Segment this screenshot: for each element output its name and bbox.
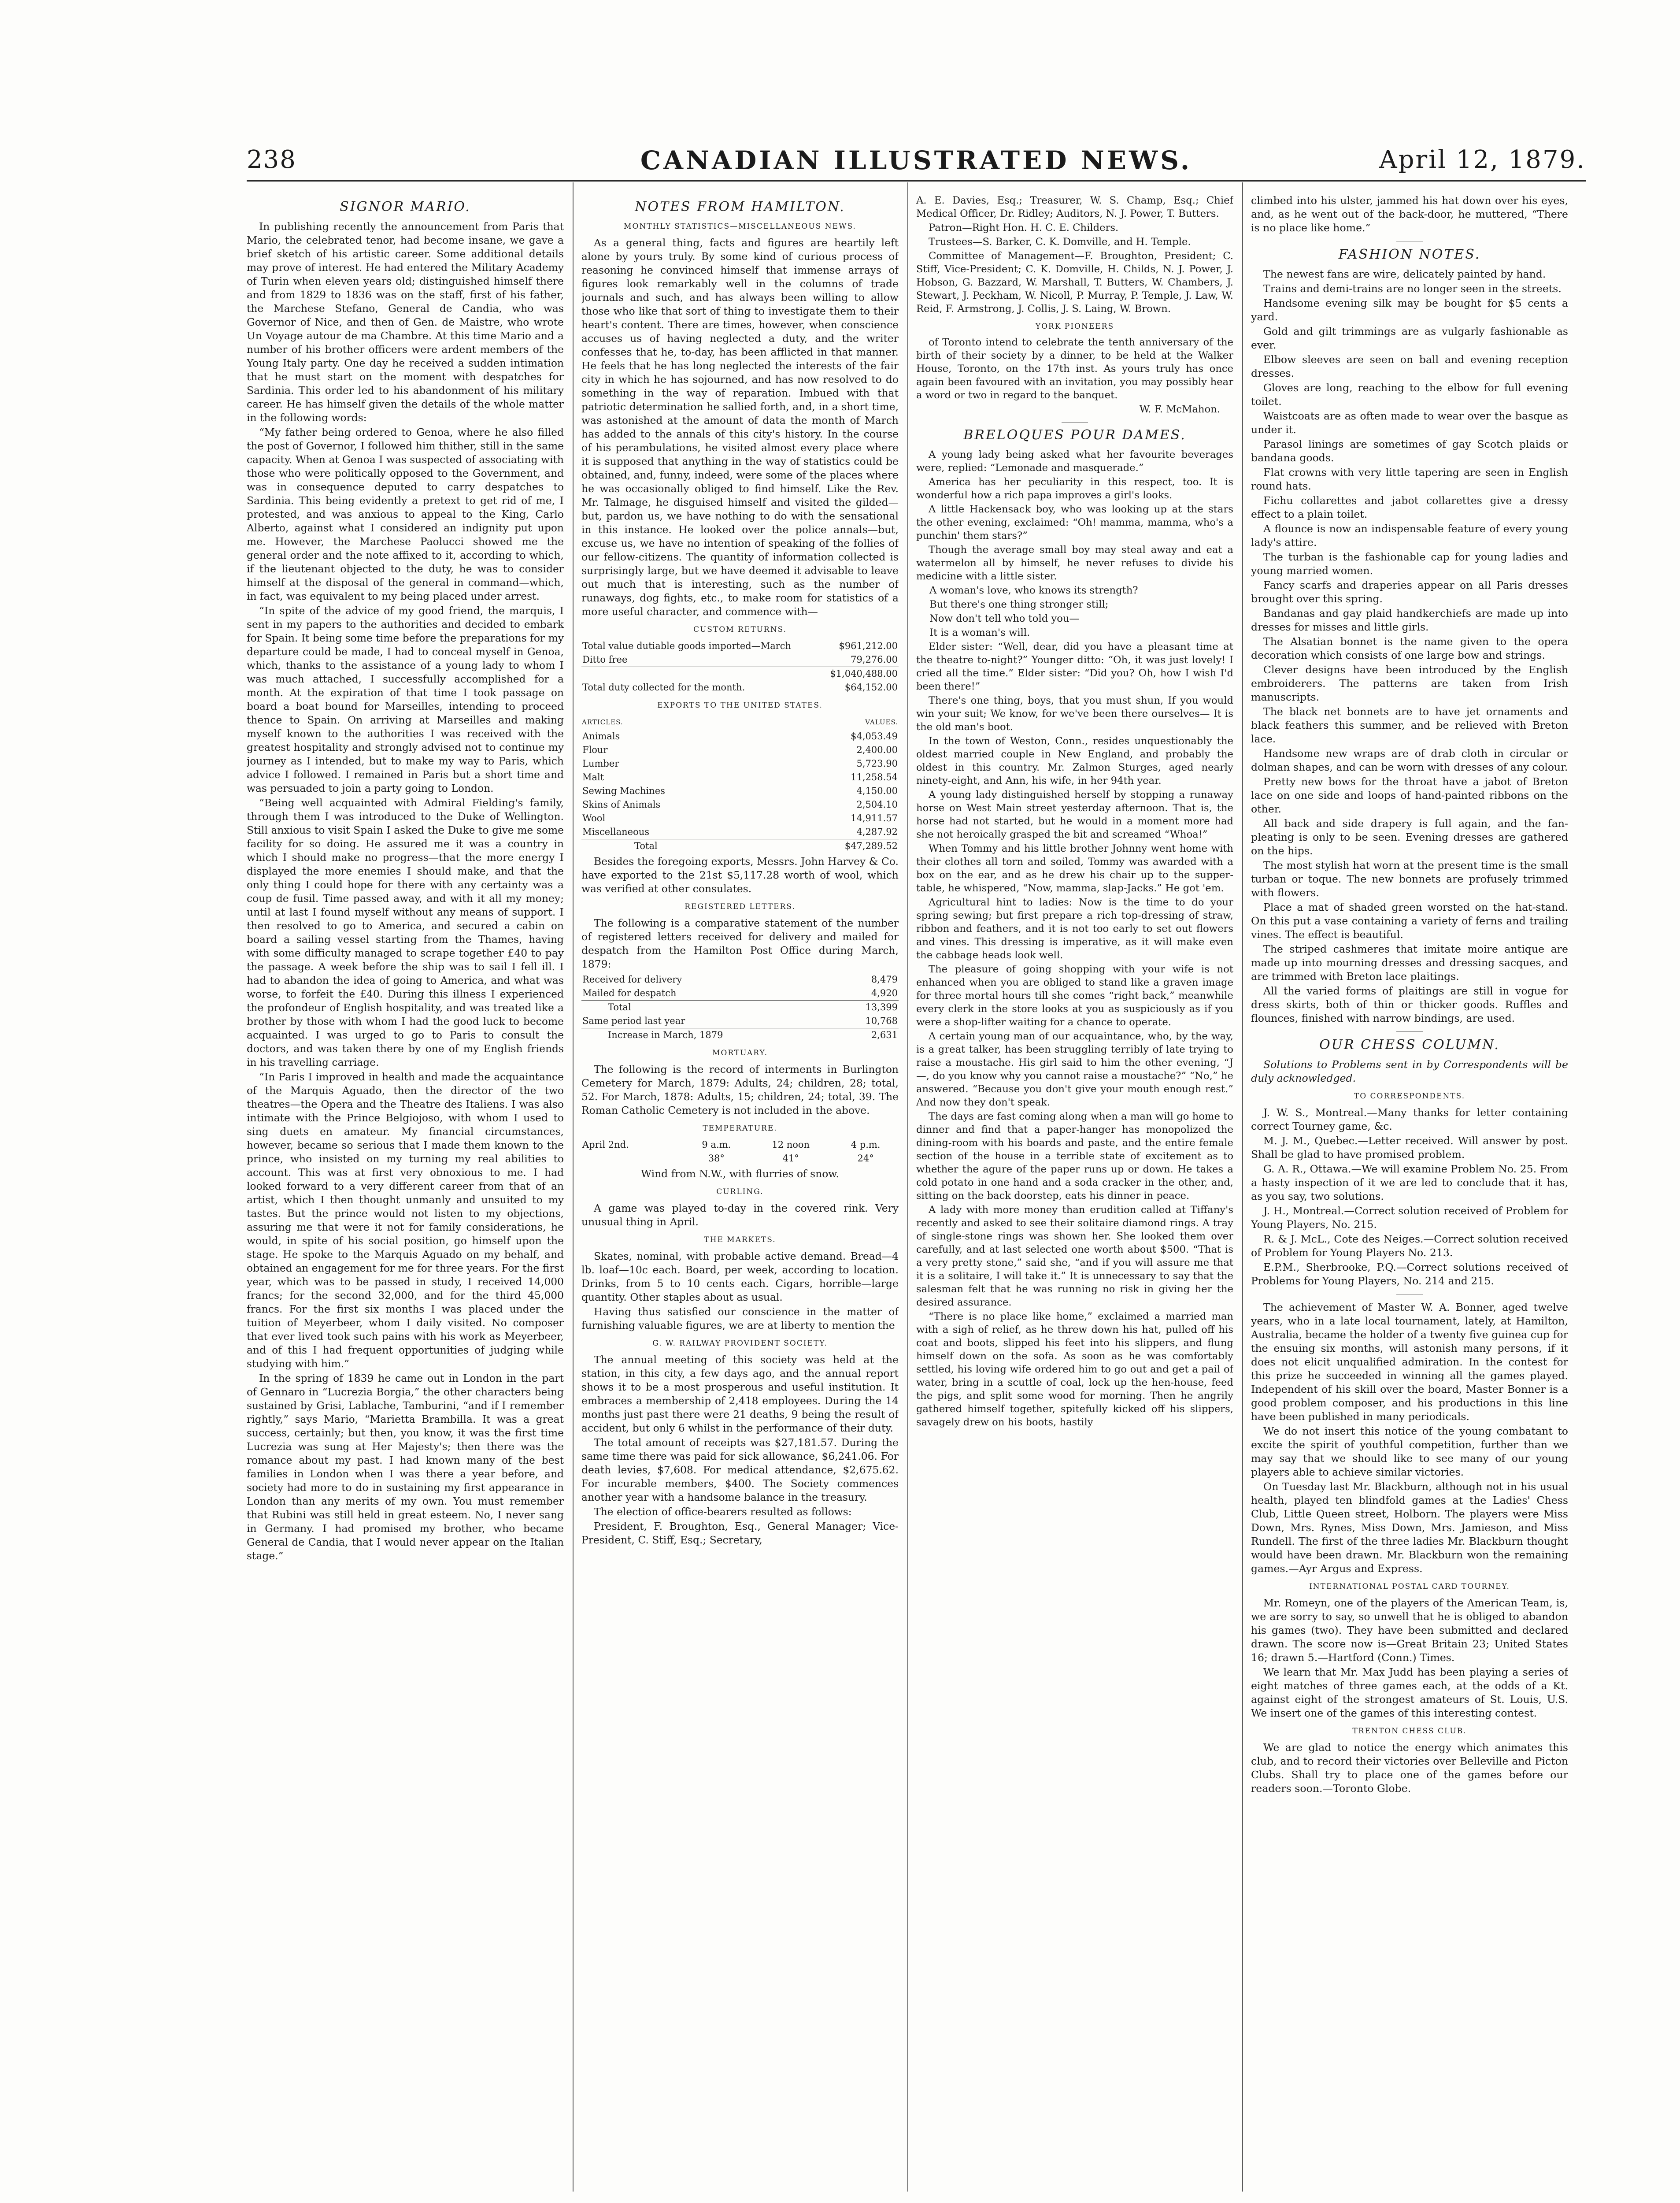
column-divider: [573, 182, 574, 2192]
paragraph: Though the average small boy may steal away and eat a watermelon all by himself, he never refuses to divide his medicine with a little sister.: [916, 544, 1233, 582]
paragraph: A certain young man of our acquaintance, who, by the way, is a great talker, has been struggling terribly of late trying to raise a moustache. His girl said to him the other evening, “J—, do you know why you cannot raise a moustache?” “No,” he answered. “Because you don't give your mouth enough rest.” And now they don't speak.: [916, 1031, 1233, 1108]
section-heading: CUSTOM RETURNS.: [693, 625, 787, 634]
section-heading: TEMPERATURE.: [703, 1124, 777, 1133]
table-row: [581, 1028, 899, 1042]
row-label: Malt: [582, 772, 604, 783]
table-row: [581, 1014, 899, 1028]
section-heading: YORK PIONEERS: [1035, 322, 1114, 331]
row-value: 14,911.57: [851, 813, 898, 823]
header-rule: [247, 180, 1586, 182]
paragraph: A game was played to-day in the covered rink. Very unusual thing in April.: [581, 1202, 899, 1228]
row-label: Mailed for despatch: [582, 988, 677, 998]
column-fashion-chess: [1251, 194, 1568, 2203]
table-row: [581, 667, 899, 681]
page-number: 238: [247, 145, 296, 174]
paragraph: President, F. Broughton, Esq., General Manager; Vice-President, C. Stiff, Esq.; Secretary,: [581, 1520, 899, 1546]
row-value: 13,399: [837, 1001, 899, 1015]
paragraph: Gloves are long, reaching to the elbow for full evening toilet.: [1251, 382, 1568, 408]
row-label: Received for delivery: [582, 974, 682, 985]
paragraph: All the varied forms of plaitings are still in vogue for dress skirts, both of thin or thicker goods. Ruffles and flounces, finished with narrow bindings, are used.: [1251, 985, 1568, 1024]
paragraph: In the spring of 1839 he came out in London in the part of Gennaro in “Lucrezia Borgia,” the other characters being sustained by Grisi, Lablache, Tamburini, “and if I remember rightly,” says Mario, “Marietta Brambilla. It was a great success, certainly; but then, you know, it was the first time Lucrezia was sung at Her Majesty's; then there was the romance about my past. I had known many of the best families in London when I was there a year before, and society had more to do in sustaining my first appearance in London than any merits of my own. You must remember that Rubini was still held in great esteem. No, I never sang in Germany. I had promised my brother, who became General de Candia, that I would never appear on the Italian stage.”: [247, 1372, 564, 1562]
paragraph: In the town of Weston, Conn., resides unquestionably the oldest married couple in New England, and probably the oldest in this country. Mr. Zalmon Sturges, aged nearly ninety-eight, and Ann, his wife, in her 94th year.: [916, 735, 1233, 786]
row-label: Total duty collected for the month.: [582, 682, 745, 693]
paragraph: of Toronto intend to celebrate the tenth anniversary of the birth of their society by a dinner, to be held at the Walker House, Toronto, on the 17th inst. As yours truly has once again been favoured with an invitation, you may possibly hear a word or two in regard to the banquet.: [916, 337, 1233, 401]
row-value: 38°: [708, 1153, 725, 1164]
row-value: $64,152.00: [844, 682, 898, 693]
table-row: [581, 681, 899, 694]
row-value: 11,258.54: [851, 772, 898, 783]
paragraph: G. A. R., Ottawa.—We will examine Problem No. 25. From a hasty inspection of it we are led to conclude that it has, as you say, two solutions.: [1251, 1163, 1568, 1202]
section-heading: THE MARKETS.: [704, 1235, 776, 1244]
paragraph: The days are fast coming along when a man will go home to dinner and find that a paper-hanger has monopolized the dining-room with his boards and paste, and the entire female section of the house in a terrible state of excitement as to whether the agure of the paper runs up or down. He takes a cold potato in one hand and a soda cracker in the other, and, sitting on the back doorstep, eats his dinner in peace.: [916, 1111, 1233, 1202]
article-title: NOTES FROM HAMILTON.: [635, 199, 845, 215]
table-row: [581, 825, 899, 839]
paragraph: Trustees—S. Barker, C. K. Domville, and H. Temple.: [929, 236, 1191, 248]
paragraph: Mr. Romeyn, one of the players of the American Team, is, we are sorry to say, so unwell that he is obliged to abandon his games (two). They have been submitted and declared drawn. The score now is—Great Britain 23; United States 16; drawn 5.—Hartford (Conn.) Times.: [1251, 1597, 1568, 1664]
row-label: Sewing Machines: [582, 786, 665, 796]
section-heading: MORTUARY.: [712, 1049, 768, 1057]
article-title: SIGNOR MARIO.: [340, 199, 471, 215]
paragraph: Clever designs have been introduced by the English embroiderers. The patterns are taken from Irish manuscripts.: [1251, 664, 1568, 703]
paragraph: Handsome new wraps are of drab cloth in circular or dolman shapes, and can be worn with dresses of any colour.: [1251, 747, 1568, 773]
paragraph: Solutions to Problems sent in by Correspondents will be duly acknowledged.: [1251, 1058, 1568, 1084]
paragraph: Pretty new bows for the throat have a jabot of Breton lace on one side and loops of hand-painted ribbons on the other.: [1251, 775, 1568, 815]
paragraph: A flounce is now an indispensable feature of every young lady's attire.: [1251, 523, 1568, 549]
paragraph: The achievement of Master W. A. Bonner, aged twelve years, who in a late local tournament, lately, at Hamilton, Australia, became the holder of a twenty five guinea cup for the ensuing six months, will astonish many persons, if it does not elicit unqualified admiration. In the contest for this prize he succeeded in winning all the games played. Independent of his skill over the board, Master Bonner is a good problem composer, and his productions in this line have been published in many periodicals.: [1251, 1301, 1568, 1423]
article-title: FASHION NOTES.: [1338, 247, 1481, 262]
row-value: 4,920: [871, 988, 898, 998]
verse-line: Now don't tell who told you—: [929, 613, 1080, 624]
section-heading: TRENTON CHESS CLUB.: [1352, 1727, 1467, 1736]
paragraph: As a general thing, facts and figures are heartily left alone by yours truly. By some kind of curious process of reasoning he convinced himself that immense arrays of figures look remarkably well in the columns of trade journals and such, and has always been willing to allow those who like that sort of thing to investigate them to their heart's content. There are times, however, when conscience accuses us of having neglected a duty, and the writer confesses that he, to-day, has been afflicted in that manner. He feels that he has long neglected the interests of the fair city in which he has sojourned, and has now resolved to do something in the way of reparation. Imbued with that patriotic determination he sallied forth, and, in a short time, was astonished at the amount of data the month of March has added to the annals of this city's history. In the course of his perambulations, he visited almost every place where it is supposed that anything in the way of statistics could be obtained, and, funny, indeed, were some of the places where he was occasionally obliged to find himself. Like the Rev. Mr. Talmage, he disguised himself and visited the gilded—but, pardon us, we have nothing to do with the sensational in this instance. He looked over the police annals—but, excuse us, we have no intention of speaking of the follies of our fellow-citizens. The quantity of information collected is surprisingly large, but we have deemed it advisable to leave out much that is interesting, such as the number of runaways, dog fights, etc., to make room for statistics of a more useful character, and commence with—: [581, 237, 899, 618]
paragraph: Fancy scarfs and draperies appear on all Paris dresses brought over this spring.: [1251, 579, 1568, 605]
verse-line: A woman's love, who knows its strength?: [929, 585, 1138, 596]
paragraph: We are glad to notice the energy which animates this club, and to record their victories over Belleville and Picton Clubs. Shall try to place one of the games before our readers soon.—Toronto Globe.: [1251, 1741, 1568, 1795]
paragraph: The turban is the fashionable cap for young ladies and young married women.: [1251, 551, 1568, 577]
temperature-table: [581, 1138, 899, 1165]
signature: W. F. McMahon.: [1139, 404, 1220, 415]
paragraph: Flat crowns with very little tapering are seen in English round hats.: [1251, 466, 1568, 492]
row-label: April 2nd.: [582, 1139, 629, 1150]
table-row: [581, 784, 899, 798]
paragraph: The following is the record of interments in Burlington Cemetery for March, 1879: Adults, 24; children, 28; total, 52. For March, 1878: Adults, 15; children, 24; total, 39. The Roman Catholic Cemetery is not included in the above.: [581, 1063, 899, 1116]
row-value: 4,150.00: [856, 786, 898, 796]
column-header: 12 noon: [772, 1139, 810, 1150]
row-value: 4,287.92: [856, 827, 898, 837]
paragraph: J. H., Montreal.—Correct solution received of Problem for Young Players, No. 215.: [1251, 1205, 1568, 1231]
column-divider: [1242, 182, 1243, 2192]
paragraph: Elder sister: “Well, dear, did you have a pleasant time at the theatre to-night?” Younger ditto: “Oh, it was just lovely! I cried all the time.” Elder sister: “Did you? Oh, how I wish I'd been there!”: [916, 641, 1233, 692]
divider: [1062, 422, 1088, 423]
column-divider: [907, 182, 908, 2192]
paragraph: J. W. S., Montreal.—Many thanks for letter containing correct Tourney game, &c.: [1251, 1106, 1568, 1132]
paragraph: M. J. M., Quebec.—Letter received. Will answer by post. Shall be glad to have promised problem.: [1251, 1135, 1568, 1161]
paragraph: A young lady being asked what her favourite beverages were, replied: “Lemonade and masquerade.”: [916, 449, 1233, 474]
paragraph: The pleasure of going shopping with your wife is not enhanced when you are obliged to stand like a graven image for three mortal hours till she comes “right back,” meanwhile every clerk in the store looks at you as suspiciously as if you were a shop-lifter waiting for a chance to operate.: [916, 964, 1233, 1028]
row-value: $47,289.52: [774, 839, 899, 853]
paragraph: Agricultural hint to ladies: Now is the time to do your spring sewing; but first prepare a rich top-dressing of straw, ribbon and feathers, and it is not too early to set out flowers and vines. This dressing is imperative, as it will make even the cabbage heads look well.: [916, 897, 1233, 961]
table-row: [581, 771, 899, 784]
paragraph: A lady with more money than erudition called at Tiffany's recently and asked to see their solitaire diamond rings. A tray of single-stone rings was shown her. She looked them over carefully, and at last selected one worth about $500. “That is a very pretty stone,” said she, “and if you will assure me that it is a solitaire, I will take it.” It is unnecessary to say that the salesman felt that he was running no risk in giving her the desired assurance.: [916, 1204, 1233, 1308]
row-label: Total value dutiable goods imported—March: [582, 641, 792, 651]
customs-table: [581, 639, 899, 694]
exports-table: [581, 715, 899, 853]
article-subtitle: MONTHLY STATISTICS—MISCELLANEOUS NEWS.: [624, 222, 856, 231]
table-row: [581, 743, 899, 757]
row-label: Animals: [582, 731, 620, 742]
paragraph: The election of office-bearers resulted as follows:: [594, 1506, 852, 1518]
row-label: Miscellaneous: [582, 827, 650, 837]
column-header: 4 p.m.: [851, 1139, 881, 1150]
row-value: $4,053.49: [851, 731, 898, 742]
table-header: [581, 715, 899, 730]
row-value: 8,479: [871, 974, 898, 985]
row-value: 24°: [857, 1153, 874, 1164]
table-row: [581, 1138, 899, 1152]
section-heading: INTERNATIONAL POSTAL CARD TOURNEY.: [1309, 1582, 1510, 1591]
section-heading: G. W. RAILWAY PROVIDENT SOCIETY.: [652, 1339, 828, 1348]
row-label: Wool: [582, 813, 606, 823]
paragraph: Trains and demi-trains are no longer seen in the streets.: [1263, 282, 1562, 295]
paragraph: We do not insert this notice of the young combatant to excite the spirit of youthful competition, further than we may say that we should like to see many of our young players able to achieve similar victories.: [1251, 1425, 1568, 1478]
article-title: BRELOQUES POUR DAMES.: [963, 427, 1186, 443]
paragraph: Elbow sleeves are seen on ball and evening reception dresses.: [1251, 353, 1568, 379]
table-row: [581, 987, 899, 1001]
table-row: [581, 757, 899, 771]
page-header: [247, 145, 1586, 181]
row-value: 10,768: [865, 1016, 898, 1026]
paragraph: The total amount of receipts was $27,181.57. During the same time there was paid for sick allowance, $6,241.06. For death levies, $7,608. For medical attendance, $2,675.62. For incurable members, $400. The Society commences another year with a handsome balance in the treasury.: [581, 1436, 899, 1503]
paragraph: E.P.M., Sherbrooke, P.Q.—Correct solutions received of Problems for Young Players, No. 214 and 215.: [1251, 1261, 1568, 1287]
paragraph: The black net bonnets are to have jet ornaments and black feathers this summer, and be relieved with Breton lace.: [1251, 705, 1568, 745]
paragraph: A little Hackensack boy, who was looking up at the stars the other evening, exclaimed: “Oh! mamma, mamma, who's a punchin' them stars?”: [916, 504, 1233, 541]
paragraph: Parasol linings are sometimes of gay Scotch plaids or bandana goods.: [1251, 438, 1568, 464]
paragraph: “My father being ordered to Genoa, where he also filled the post of Governor, I followed him thither, still in the same capacity. When at Genoa I was suspected of associating with those who were politically opposed to the Government, and was in consequence deputed to carry despatches to Sardinia. This being evidently a pretext to get rid of me, I protested, and was anxious to appeal to the King, Carlo Alberto, against what I considered an indignity put upon me. However, the Marchese Paolucci showed me the general order and the note affixed to it, according to which, if the lieutenant objected to the duty, he was to consider himself at the disposal of the general in command—which, in fact, was equivalent to my being placed under arrest.: [247, 426, 564, 602]
row-value: 79,276.00: [851, 654, 898, 665]
row-label: Lumber: [582, 758, 619, 769]
paragraph: Skates, nominal, with probable active demand. Bread—4 lb. loaf—10c each. Board, per week, according to location. Drinks, from 5 to 10 cents each. Cigars, horrible—large quantity. Other staples about as usual.: [581, 1250, 899, 1303]
section-heading: CURLING.: [716, 1187, 764, 1196]
verse-line: But there's one thing stronger still;: [929, 599, 1109, 610]
column-breloques: [916, 194, 1233, 2203]
row-label: Same period last year: [582, 1016, 685, 1026]
paragraph: America has her peculiarity in this respect, too. It is wonderful how a rich papa improves a girl's looks.: [916, 476, 1233, 501]
paragraph: Committee of Management—F. Broughton, President; C. Stiff, Vice-President; C. K. Domville, H. Childs, N. J. Power, J. Hobson, G. Bazzard, W. Marshall, T. Butters, W. Chambers, J. Stewart, J. Peckham, W. Nicoll, P. Murray, P. Temple, J. Law, W. Reid, F. Armstrong, J. Collis, J. S. Laing, W. Brown.: [916, 250, 1233, 315]
paragraph: In publishing recently the announcement from Paris that Mario, the celebrated tenor, had become insane, we gave a brief sketch of his artistic career. Some additional details may prove of interest. He had entered the Military Academy of Turin when eleven years old; distinguished himself there and from 1829 to 1836 was on the staff, first of his father, the Marchese Stefano, General de Candia, who was Governor of Nice, and then of Gen. de Maistre, who wrote Un Voyage autour de ma Chambre. At this time Mario and a number of his brother officers were ardent members of the Young Italy party. One day he received a sudden intimation that he must start on the moment with despatches for Sardinia. This order led to his abandonment of his military career. He has himself given the details of the whole matter in the following words:: [247, 220, 564, 424]
row-label: Total: [581, 1001, 837, 1015]
section-heading: TO CORRESPONDENTS.: [1354, 1092, 1465, 1101]
verse-line: It is a woman's will.: [929, 627, 1030, 638]
row-value: 2,504.10: [856, 799, 898, 810]
row-label: Skins of Animals: [582, 799, 661, 810]
article-title: OUR CHESS COLUMN.: [1319, 1037, 1500, 1053]
paragraph: “There is no place like home,” exclaimed a married man with a sigh of relief, as he threw down his hat, pulled off his coat and boots, slipped his feet into his slippers, and flung himself down on the sofa. As soon as he was comfortably settled, his loving wife ordered him to go out and get a pail of water, bring in a scuttle of coal, lock up the hen-house, feed the pigs, and split some wood for morning. Then he angrily gathered himself together, spitefully kicked off his slippers, savagely drew on his boots, hastily: [916, 1311, 1233, 1428]
paragraph: The newest fans are wire, delicately painted by hand.: [1263, 268, 1546, 280]
section-heading: REGISTERED LETTERS.: [685, 902, 796, 911]
paragraph: R. & J. McL., Cote des Neiges.—Correct solution received of Problem for Young Players No. 213.: [1251, 1233, 1568, 1259]
section-heading: EXPORTS TO THE UNITED STATES.: [657, 701, 823, 710]
table-row: [581, 639, 899, 653]
paragraph: Bandanas and gay plaid handkerchiefs are made up into dresses for misses and little girls.: [1251, 607, 1568, 633]
divider: [1396, 1031, 1423, 1032]
paragraph: All back and side drapery is full again, and the fan-pleating is only to be seen. Evening dresses are gathered on the hips.: [1251, 817, 1568, 857]
row-label: Ditto free: [582, 654, 628, 665]
masthead-title: CANADIAN ILLUSTRATED NEWS.: [640, 145, 1192, 175]
paragraph: There's one thing, boys, that you must shun, If you would win your suit; We know, for we've been there ourselves— It is the old man's boot.: [916, 695, 1233, 733]
paragraph: “In spite of the advice of my good friend, the marquis, I sent in my papers to the authorities and decided to embark for Spain. It being some time before the preparations for my departure could be made, I had to conceal myself in Genoa, which, thanks to the assistance of a young lady to whom I was much attached, I successfully accomplished for a month. At the expiration of that time I took passage on board a boat bound for Marseilles, intending to proceed thence to Spain. On arriving at Marseilles and making myself known to the authorities I was received with the greatest hospitality and strongly advised not to continue my journey as I intended, but to make my way to Paris, which advice I followed. I remained in Paris but a short time and was persuaded to join a party going to London.: [247, 605, 564, 794]
column-header: ARTICLES.: [582, 718, 623, 726]
paragraph: climbed into his ulster, jammed his hat down over his eyes, and, as he went out of the back-door, he muttered, “There is no place like home.”: [1251, 194, 1568, 234]
row-value: $961,212.00: [839, 641, 898, 651]
table-row: [581, 730, 899, 743]
registered-letters-table: [581, 973, 899, 1042]
paragraph: The annual meeting of this society was held at the station, in this city, a few days ago, and the annual report shows it to be a most prosperous and useful institution. It embraces a membership of 2,418 employees. During the 14 months just past there were 21 deaths, 9 being the result of accident, but only 6 whilst in the performance of their duty.: [581, 1354, 899, 1434]
paragraph: “Being well acquainted with Admiral Fielding's family, through them I was introduced to the Duke of Wellington. Still anxious to visit Spain I asked the Duke to give me some facility for so doing. He assured me it was a country in which I should make no progress—that the more energy I displayed the more enemies I should make, and that the only thing I could hope for there with any certainty was a coup de fusil. Time passed away, and with it all my money; until at last I found myself without any means of support. I then resolved to go to America, and secured a cabin on board a sailing vessel starting from the Thames, having with some difficulty managed to scrape together £40 to pay the passage. A week before the ship was to sail I fell ill. I had to abandon the idea of going to America, and what was worse, to forfeit the £40. During this illness I experienced the profondeur of English hospitality, and was treated like a brother by those with whom I had the good luck to become acquainted. I was urged to go to Paris to consult the doctors, and was taken there by one of my English friends in his travelling carriage.: [247, 797, 564, 1068]
paragraph: “In Paris I improved in health and made the acquaintance of the Marquis Aguado, then the director of the two theatres—the Opera and the Theatre des Italiens. I was also intimate with the Prince Belgiojoso, with whom I used to sing duets en amateur. My financial circumstances, however, became so serious that I made them known to the prince, who insisted on my turning my real abilities to account. This was at first very obnoxious to me. I had looked forward to a very different career from that of an artist, which I then thought unmanly and unsuited to my tastes. But the prince would not listen to my objections, assuring me that were it not for family considerations, he would, in spite of his social position, go himself upon the stage. He spoke to the Marquis Aguado on my behalf, and obtained an engagement for me for three years. For the first year, which was to be passed in study, I received 14,000 francs; for the second 32,000, and for the third 45,000 francs. For the first six months I was placed under the tuition of Meyerbeer, whom I daily visited. No composer that ever lived took such pains with his work as Meyerbeer, and of this I had frequent opportunities of judging while studying with him.”: [247, 1071, 564, 1370]
paragraph: Patron—Right Hon. H. C. E. Childers.: [929, 222, 1119, 234]
row-label: Increase in March, 1879: [581, 1028, 837, 1042]
table-row: [581, 839, 899, 853]
row-label: Total: [581, 839, 774, 853]
paragraph: On Tuesday last Mr. Blackburn, although not in his usual health, played ten blindfold games at the Ladies' Chess Club, Little Queen street, Holborn. The players were Miss Down, Mrs. Rynes, Miss Down, Mrs. Jamieson, and Miss Rundell. The first of the three ladies Mr. Blackburn thought would have been drawn. Mr. Blackburn won the remaining games.—Ayr Argus and Express.: [1251, 1480, 1568, 1575]
table-row: [581, 1001, 899, 1015]
table-row: [581, 973, 899, 987]
paragraph: Gold and gilt trimmings are as vulgarly fashionable as ever.: [1251, 325, 1568, 351]
paragraph: The following is a comparative statement of the number of registered letters received for delivery and mailed for despatch from the Hamilton Post Office during March, 1879:: [581, 917, 899, 970]
paragraph: We learn that Mr. Max Judd has been playing a series of eight matches of three games each, at the odds of a Kt. against eight of the strongest amateurs of St. Louis, U.S. We insert one of the games of this interesting contest.: [1251, 1666, 1568, 1719]
paragraph: Besides the foregoing exports, Messrs. John Harvey & Co. have exported to the 21st $5,117.28 worth of wool, which was verified at other consulates.: [581, 855, 899, 895]
paragraph: The striped cashmeres that imitate moire antique are made up into mourning dresses and dressing sacques, and are trimmed with Breton lace plaitings.: [1251, 943, 1568, 983]
paragraph: Place a mat of shaded green worsted on the hat-stand. On this put a vase containing a variety of ferns and trailing vines. The effect is beautiful.: [1251, 901, 1568, 941]
table-row: [581, 653, 899, 667]
paragraph: The most stylish hat worn at the present time is the small turban or toque. The new bonnets are profusely trimmed with flowers.: [1251, 859, 1568, 899]
row-value: 2,631: [837, 1028, 899, 1042]
paragraph: Wind from N.W., with flurries of snow.: [641, 1168, 839, 1180]
row-value: $1,040,488.00: [820, 667, 899, 681]
issue-date: April 12, 1879.: [1379, 145, 1586, 174]
paragraph: Waistcoats are as often made to wear over the basque as under it.: [1251, 410, 1568, 436]
table-row: [581, 812, 899, 825]
row-value: 2,400.00: [856, 745, 898, 755]
paragraph: Having thus satisfied our conscience in the matter of furnishing valuable figures, we are at liberty to mention the: [581, 1305, 899, 1331]
column-header: VALUES.: [865, 718, 898, 726]
paragraph: Handsome evening silk may be bought for $5 cents a yard.: [1251, 297, 1568, 323]
table-row: [581, 798, 899, 812]
column-header: 9 a.m.: [702, 1139, 731, 1150]
paragraph: A young lady distinguished herself by stopping a runaway horse on West Main street yesterday afternoon. That is, the horse had not started, but he would in a moment more had she not heroically grasped the bit and screamed “Whoa!”: [916, 789, 1233, 840]
row-value: 41°: [782, 1153, 799, 1164]
paragraph: The Alsatian bonnet is the name given to the opera decoration which consists of one large bow and strings.: [1251, 635, 1568, 661]
paragraph: Fichu collarettes and jabot collarettes give a dressy effect to a plain toilet.: [1251, 494, 1568, 520]
paragraph: A. E. Davies, Esq.; Treasurer, W. S. Champ, Esq.; Chief Medical Officer, Dr. Ridley; Auditors, N. J. Power, T. Butters.: [916, 195, 1233, 219]
row-value: 5,723.90: [856, 758, 898, 769]
paragraph: When Tommy and his little brother Johnny went home with their clothes all torn and soiled, Tommy was awarded with a box on the ear, and as he drew his chair up to the supper-table, he whispered, “Now, mamma, slap-Jacks.” He got 'em.: [916, 843, 1233, 894]
column-signor-mario: [247, 194, 564, 2203]
row-label: Flour: [582, 745, 608, 755]
column-notes-from-hamilton: [581, 194, 899, 2203]
